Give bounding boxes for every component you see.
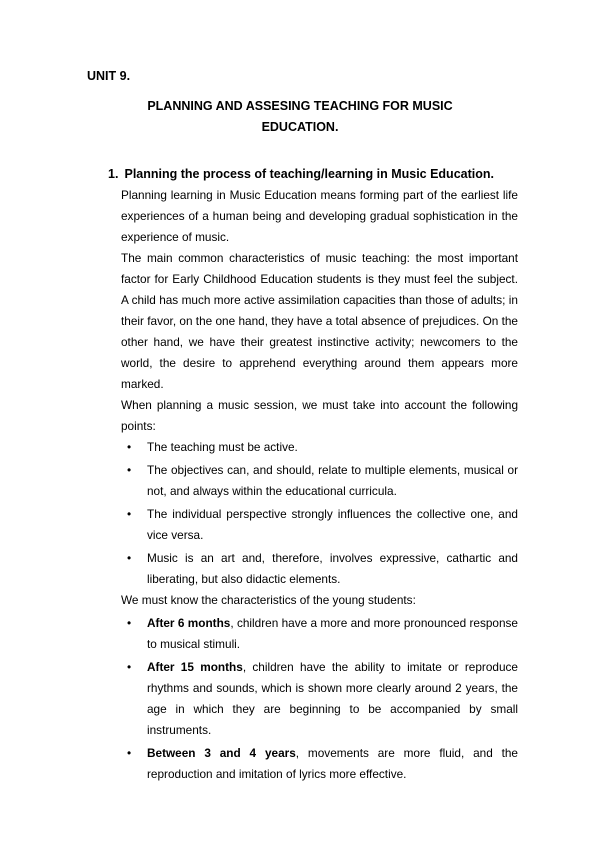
bullet-icon: •: [127, 660, 132, 674]
bullet-icon: •: [127, 746, 132, 760]
unit-label: UNIT 9.: [87, 69, 131, 83]
list-item: • Between 3 and 4 years, movements are more fluid, and the reproduction and imitation of lyrics more effective.: [121, 743, 518, 785]
bullet-icon: •: [127, 463, 132, 477]
age-label: After 15 months: [147, 660, 243, 674]
page-title: PLANNING AND ASSESING TEACHING FOR MUSIC EDUCATION.: [147, 99, 453, 134]
paragraph: The main common characteristics of music teaching: the most important factor for Early Childhood Education students is they must feel the subject. A child has much more active assimilation capacities than those of adults; in their favor, on the one hand, they have a total absence of prejudices. On the other hand, we have their greatest instinctive activity; newcomers to the world, the desire to apprehend everything around them appears more marked.: [121, 251, 518, 391]
list-item: • After 15 months, children have the ability to imitate or reproduce rhythms and sounds, which is shown more clearly around 2 years, the age in which they are beginning to be accompanied by small instruments.: [121, 657, 518, 741]
bullet-icon: •: [127, 616, 132, 630]
characteristics-list: [121, 613, 518, 785]
paragraph: Planning learning in Music Education means forming part of the earliest life experiences of a human being and developing gradual sophistication in the experience of music.: [121, 188, 518, 244]
age-label: After 6 months: [147, 616, 231, 630]
list-item: • After 6 months, children have a more and more pronounced response to musical stimuli.: [121, 613, 518, 655]
section-1: [108, 164, 518, 785]
bullet-icon: •: [127, 507, 132, 521]
age-label: Between 3 and 4 years: [147, 746, 296, 760]
section-heading-text: Planning the process of teaching/learning in Music Education.: [124, 167, 494, 181]
planning-points-list: [121, 437, 518, 590]
list-item: • Music is an art and, therefore, involves expressive, cathartic and liberating, but also didactic elements.: [121, 548, 518, 590]
section-body: [121, 185, 518, 785]
list-item: • The individual perspective strongly influences the collective one, and vice versa.: [121, 504, 518, 546]
bullet-icon: •: [127, 440, 132, 454]
list-item: • The teaching must be active.: [121, 437, 518, 458]
paragraph: When planning a music session, we must take into account the following points:: [121, 398, 518, 433]
section-heading: [108, 164, 518, 185]
section-number: 1.: [108, 167, 119, 181]
list-item: • The objectives can, and should, relate to multiple elements, musical or not, and always within the educational curricula.: [121, 460, 518, 502]
paragraph: We must know the characteristics of the young students:: [121, 593, 416, 607]
bullet-icon: •: [127, 551, 132, 565]
